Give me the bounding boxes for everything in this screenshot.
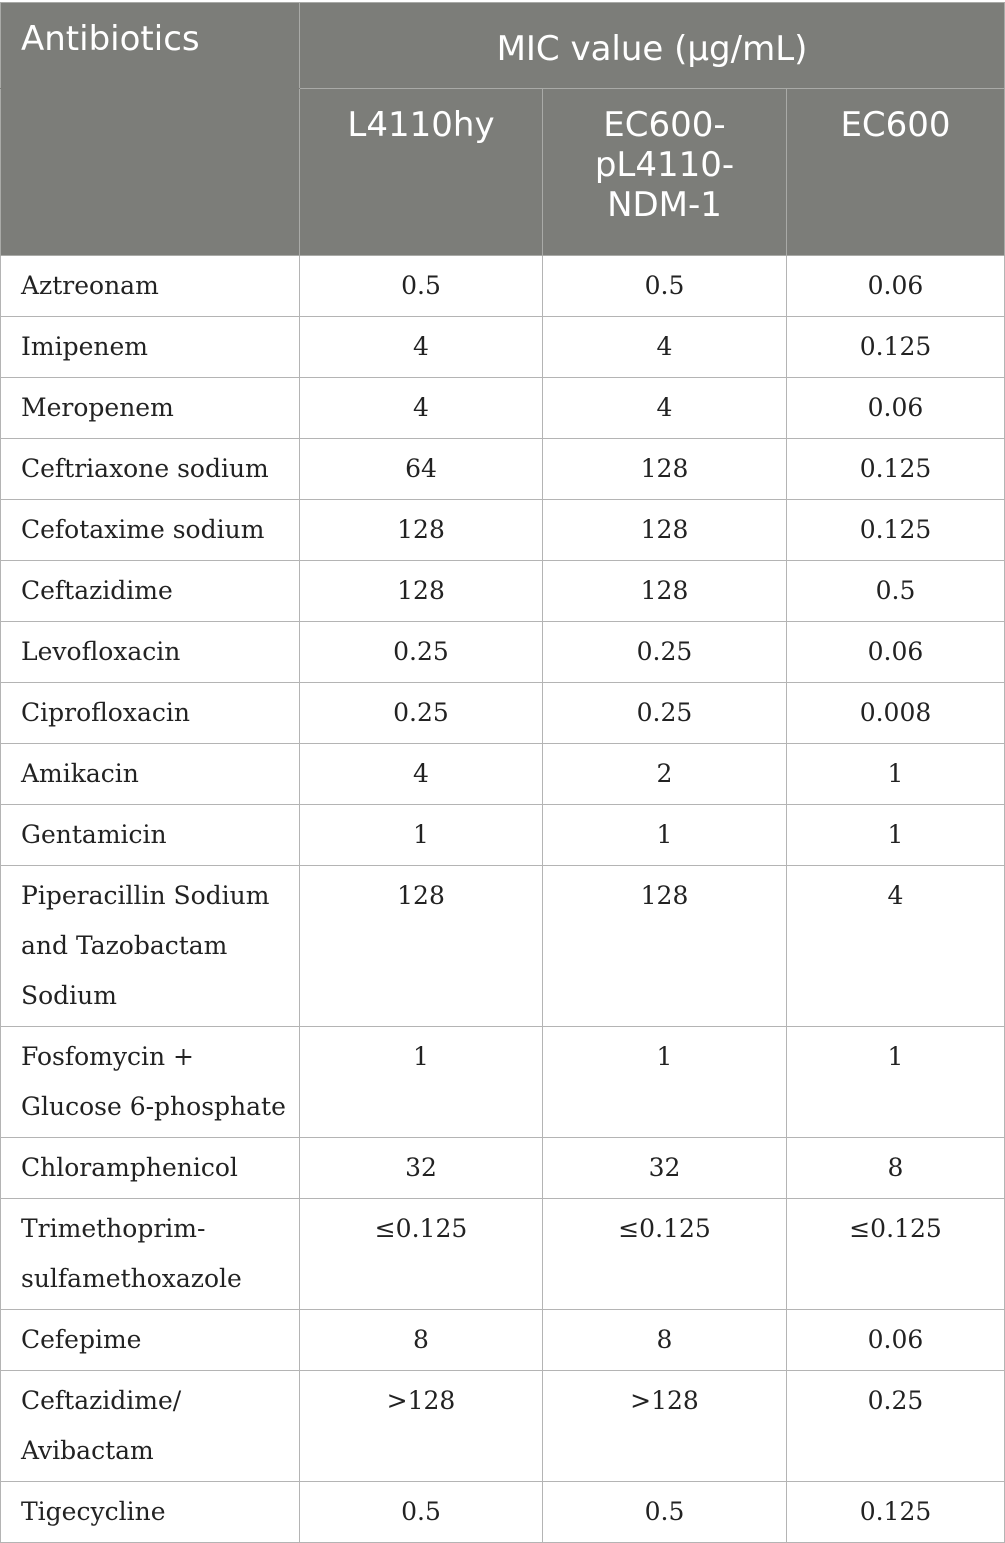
mic-value: 1 — [543, 1027, 787, 1138]
antibiotic-name: Imipenem — [1, 317, 300, 378]
mic-value: 0.5 — [543, 1482, 787, 1543]
mic-value: 128 — [543, 866, 787, 1027]
table-row — [1, 256, 1005, 317]
mic-value: >128 — [300, 1371, 543, 1482]
header-row-top — [1, 3, 1005, 89]
mic-value: ≤0.125 — [787, 1199, 1005, 1310]
mic-value: 1 — [300, 805, 543, 866]
mic-value: 0.06 — [787, 256, 1005, 317]
table-row — [1, 561, 1005, 622]
mic-value: 4 — [300, 378, 543, 439]
antibiotic-name: Tigecycline — [1, 1482, 300, 1543]
mic-value: 1 — [787, 744, 1005, 805]
table-row — [1, 317, 1005, 378]
table-row — [1, 1199, 1005, 1310]
antibiotic-name: Ceftazidime/ Avibactam — [1, 1371, 300, 1482]
table-row — [1, 1310, 1005, 1371]
mic-value: 0.008 — [787, 683, 1005, 744]
mic-value: 128 — [543, 439, 787, 500]
antibiotic-name: Fosfomycin + Glucose 6-phosphate — [1, 1027, 300, 1138]
mic-value: 8 — [787, 1138, 1005, 1199]
mic-value: ≤0.125 — [543, 1199, 787, 1310]
antibiotic-name: Levofloxacin — [1, 622, 300, 683]
mic-value: 0.25 — [300, 683, 543, 744]
antibiotic-name: Cefotaxime sodium — [1, 500, 300, 561]
antibiotic-name: Gentamicin — [1, 805, 300, 866]
mic-value: 4 — [787, 866, 1005, 1027]
antibiotics-header: Antibiotics — [1, 3, 300, 89]
mic-value: 2 — [543, 744, 787, 805]
strain-header-l4110hy: L4110hy — [300, 89, 543, 256]
mic-value: 0.125 — [787, 500, 1005, 561]
mic-value: 0.5 — [543, 256, 787, 317]
table-row — [1, 1027, 1005, 1138]
table-body — [1, 256, 1005, 1543]
mic-value: 0.25 — [787, 1371, 1005, 1482]
antibiotic-name: Meropenem — [1, 378, 300, 439]
table-row — [1, 378, 1005, 439]
table-row — [1, 1138, 1005, 1199]
header-row-strains — [1, 89, 1005, 256]
mic-value: 64 — [300, 439, 543, 500]
mic-value: 1 — [787, 1027, 1005, 1138]
mic-value: 0.25 — [543, 683, 787, 744]
table-row — [1, 744, 1005, 805]
table-row — [1, 683, 1005, 744]
mic-value: 0.06 — [787, 1310, 1005, 1371]
antibiotic-name: Ceftriaxone sodium — [1, 439, 300, 500]
table-row — [1, 439, 1005, 500]
antibiotic-name: Trimethoprim- sulfamethoxazole — [1, 1199, 300, 1310]
mic-value: 0.5 — [787, 561, 1005, 622]
mic-value: 0.25 — [543, 622, 787, 683]
mic-value: 0.125 — [787, 439, 1005, 500]
mic-value: 32 — [543, 1138, 787, 1199]
antibiotic-name: Ciprofloxacin — [1, 683, 300, 744]
antibiotics-header-spacer — [1, 89, 300, 256]
mic-value: 128 — [300, 561, 543, 622]
mic-value: 1 — [300, 1027, 543, 1138]
mic-value: 4 — [543, 378, 787, 439]
mic-value: 0.125 — [787, 1482, 1005, 1543]
strain-header-ec600: EC600 — [787, 89, 1005, 256]
strain-header-ec600-pl4110-ndm-1: EC600- pL4110- NDM-1 — [543, 89, 787, 256]
mic-value: 1 — [787, 805, 1005, 866]
mic-value: ≤0.125 — [300, 1199, 543, 1310]
table-row — [1, 1482, 1005, 1543]
antibiotic-name: Chloramphenicol — [1, 1138, 300, 1199]
table-row — [1, 622, 1005, 683]
mic-value: 128 — [300, 866, 543, 1027]
table-row — [1, 805, 1005, 866]
antibiotic-name: Amikacin — [1, 744, 300, 805]
table-row — [1, 866, 1005, 1027]
mic-value: 0.125 — [787, 317, 1005, 378]
mic-value: 0.06 — [787, 622, 1005, 683]
mic-value: 0.06 — [787, 378, 1005, 439]
table-row — [1, 500, 1005, 561]
antibiotic-name: Piperacillin Sodium and Tazobactam Sodium — [1, 866, 300, 1027]
mic-value: 0.5 — [300, 256, 543, 317]
mic-value: 0.5 — [300, 1482, 543, 1543]
mic-value: 128 — [300, 500, 543, 561]
mic-value: 8 — [300, 1310, 543, 1371]
table-row — [1, 1371, 1005, 1482]
mic-value: 32 — [300, 1138, 543, 1199]
mic-value: 128 — [543, 561, 787, 622]
mic-table — [0, 2, 1005, 1543]
mic-value: 0.25 — [300, 622, 543, 683]
table-header — [1, 3, 1005, 256]
antibiotic-name: Ceftazidime — [1, 561, 300, 622]
mic-value: 128 — [543, 500, 787, 561]
antibiotic-name: Aztreonam — [1, 256, 300, 317]
mic-value-header: MIC value (μg/mL) — [300, 3, 1005, 89]
mic-value: 4 — [300, 744, 543, 805]
mic-value: 4 — [543, 317, 787, 378]
mic-value: 1 — [543, 805, 787, 866]
mic-value: >128 — [543, 1371, 787, 1482]
mic-value: 8 — [543, 1310, 787, 1371]
antibiotic-name: Cefepime — [1, 1310, 300, 1371]
mic-value: 4 — [300, 317, 543, 378]
